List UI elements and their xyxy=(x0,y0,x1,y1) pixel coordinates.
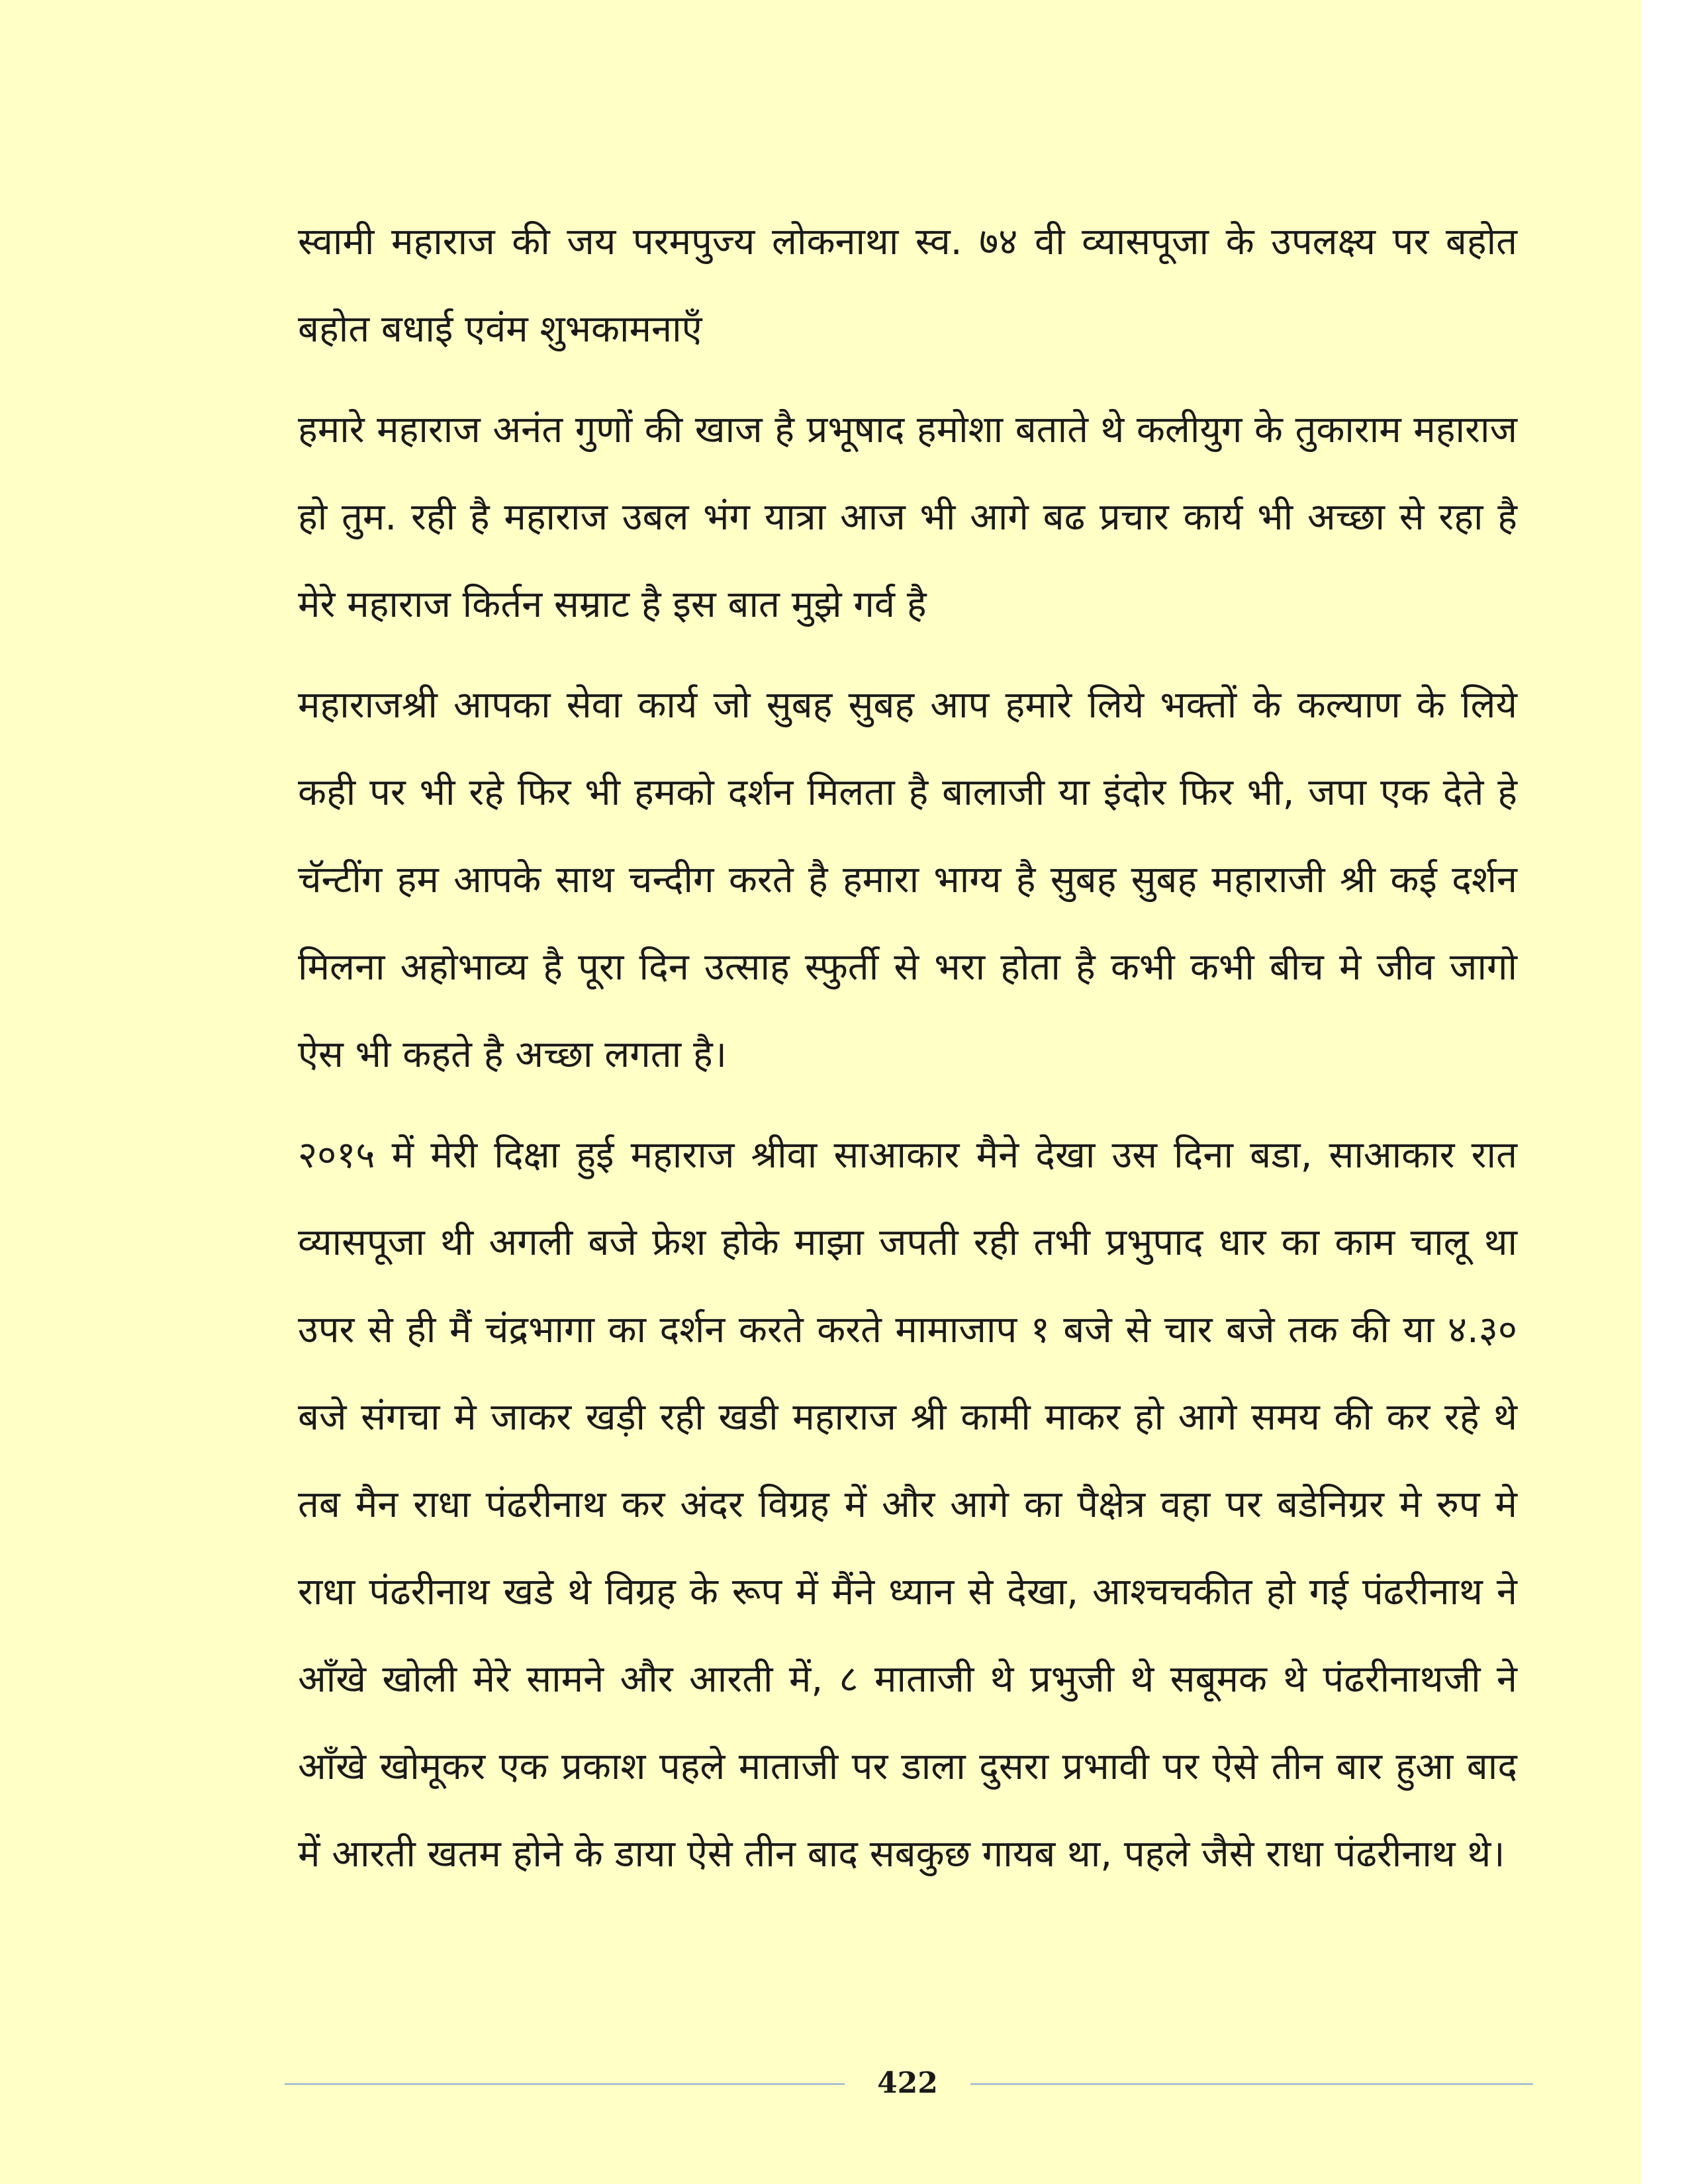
paragraph-greeting: स्वामी महाराज की जय परमपुज्य लोकनाथा स्व. ७४ वी व्यासपूजा के उपलक्ष्य पर बहोत बहोत बधाई एवंम शुभकामनाएँ xyxy=(298,220,1517,351)
footer-rule-right xyxy=(970,2083,1533,2085)
paragraph-service: महाराजश्री आपका सेवा कार्य जो सुबह सुबह आप हमारे लिये भक्तों के कल्याण के लिये कही पर भी रहे फिर भी हमको दर्शन मिलता है बालाजी या इंदोर फिर भी, जपा एक देते हे चॅन्टींग हम आपके साथ चन्दीग करते है हमारा भाग्य है सुबह सुबह महाराजी श्री कई दर्शन मिलना अहोभाव्य है पूरा दिन उत्साह स्फुर्ती से भरा होता है कभी कभी बीच मे जीव जागो ऐस भी कहते है अच्छा लगता है। xyxy=(298,684,1517,1076)
footer-rule-left xyxy=(285,2083,845,2085)
paragraph-qualities: हमारे महाराज अनंत गुणों की खाज है प्रभूषाद हमोशा बताते थे कलीयुग के तुकाराम महाराज हो तुम. रही है महाराज उबल भंग यात्रा आज भी आगे बढ प्रचार कार्य भी अच्छा से रहा है मेरे महाराज किर्तन सम्राट है इस बात मुझे गर्व है xyxy=(298,408,1517,626)
body-text xyxy=(298,199,1517,1911)
page-number: 422 xyxy=(877,2066,938,2100)
paragraph-initiation: २०१५ में मेरी दिक्षा हुई महाराज श्रीवा साआकार मैने देखा उस दिना बडा, साआकार रात व्यासपूजा थी अगली बजे फ्रेश होके माझा जपती रही तभी प्रभुपाद धार का काम चालू था उपर से ही मैं चंद्रभागा का दर्शन करते करते मामाजाप १ बजे से चार बजे तक की या ४.३० बजे संगचा मे जाकर खड़ी रही खडी महाराज श्री कामी माकर हो आगे समय की कर रहे थे तब मैन राधा पंढरीनाथ कर अंदर विग्रह में और आगे का पैक्षेत्र वहा पर बडेनिग्रर मे रुप मे राधा पंढरीनाथ खडे थे विग्रह के रूप में मैंने ध्यान से देखा, आश्चचकीत हो गई पंढरीनाथ ने आँखे खोली मेरे सामने और आरती में, ८ माताजी थे प्रभुजी थे सबूमक थे पंढरीनाथजी ने आँखे खोमूकर एक प्रकाश पहले माताजी पर डाला दुसरा प्रभावी पर ऐसे तीन बार हुआ बाद में आरती खतम होने के डाया ऐसे तीन बाद सबकुछ गायब था, पहले जैसे राधा पंढरीनाथ थे। xyxy=(298,1134,1517,1876)
